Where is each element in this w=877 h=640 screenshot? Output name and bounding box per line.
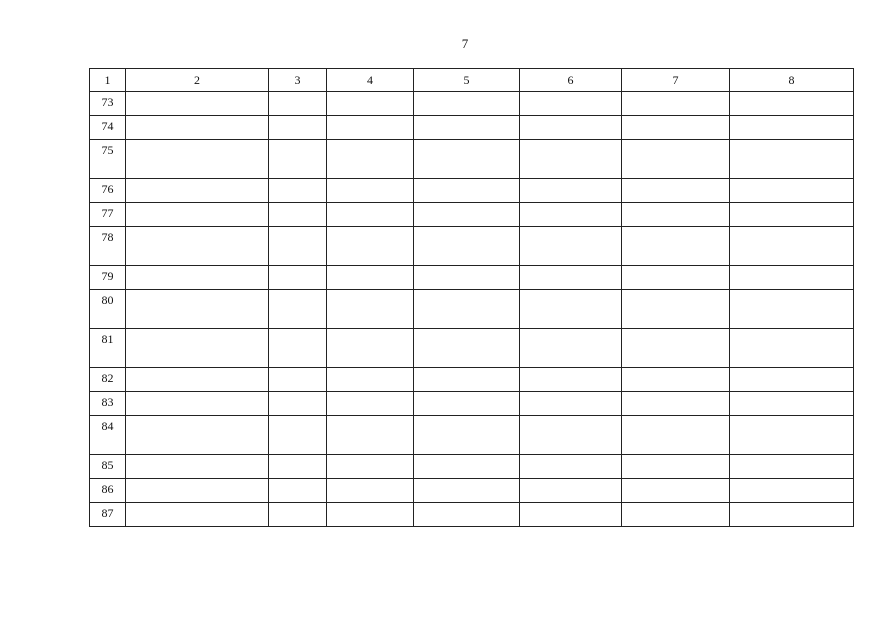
cell-col8 (730, 479, 854, 503)
cell-col4 (327, 203, 414, 227)
row-number: 86 (90, 479, 126, 503)
cell-col8 (730, 116, 854, 140)
table-row (90, 416, 854, 455)
cell-col4 (327, 116, 414, 140)
row-number: 84 (90, 416, 126, 455)
cell-col4 (327, 503, 414, 527)
cell-col4 (327, 266, 414, 290)
row-number: 83 (90, 392, 126, 416)
column-header: 5 (414, 69, 520, 92)
cell-col7 (622, 479, 730, 503)
cell-col8 (730, 290, 854, 329)
cell-col6 (520, 368, 622, 392)
table-row (90, 503, 854, 527)
cell-col4 (327, 140, 414, 179)
table-header-row (90, 69, 854, 92)
row-name (126, 290, 269, 329)
row-number: 75 (90, 140, 126, 179)
cell-col3 (269, 266, 327, 290)
cell-col5 (414, 416, 520, 455)
page-number: 7 (461, 36, 469, 51)
cell-col6 (520, 329, 622, 368)
cell-col3 (269, 368, 327, 392)
cell-col4 (327, 290, 414, 329)
cell-col8 (730, 179, 854, 203)
cell-col4 (327, 392, 414, 416)
column-header: 6 (520, 69, 622, 92)
row-name (126, 416, 269, 455)
cell-col5 (414, 479, 520, 503)
cell-col8 (730, 455, 854, 479)
row-name (126, 203, 269, 227)
cell-col6 (520, 392, 622, 416)
cell-col7 (622, 290, 730, 329)
cell-col5 (414, 266, 520, 290)
cell-col8 (730, 266, 854, 290)
column-header: 1 (90, 69, 126, 92)
cell-col6 (520, 203, 622, 227)
row-number: 87 (90, 503, 126, 527)
row-name (126, 116, 269, 140)
table-row (90, 203, 854, 227)
row-name (126, 455, 269, 479)
cell-col8 (730, 227, 854, 266)
row-name (126, 479, 269, 503)
cell-col6 (520, 92, 622, 116)
cell-col6 (520, 266, 622, 290)
table-row (90, 392, 854, 416)
cell-col3 (269, 116, 327, 140)
table-row (90, 368, 854, 392)
row-name (126, 227, 269, 266)
row-number: 81 (90, 329, 126, 368)
cell-col3 (269, 392, 327, 416)
cell-col3 (269, 416, 327, 455)
cell-col8 (730, 392, 854, 416)
table-row (90, 479, 854, 503)
row-name (126, 392, 269, 416)
data-table (89, 68, 854, 527)
row-number: 80 (90, 290, 126, 329)
row-number: 78 (90, 227, 126, 266)
table-row (90, 116, 854, 140)
cell-col6 (520, 290, 622, 329)
cell-col8 (730, 368, 854, 392)
cell-col3 (269, 227, 327, 266)
cell-col6 (520, 416, 622, 455)
table-row (90, 290, 854, 329)
table-row (90, 179, 854, 203)
cell-col7 (622, 329, 730, 368)
cell-col8 (730, 329, 854, 368)
row-number: 82 (90, 368, 126, 392)
cell-col3 (269, 503, 327, 527)
table-row (90, 455, 854, 479)
cell-col3 (269, 329, 327, 368)
cell-col8 (730, 140, 854, 179)
cell-col5 (414, 92, 520, 116)
cell-col5 (414, 290, 520, 329)
cell-col7 (622, 116, 730, 140)
cell-col4 (327, 479, 414, 503)
cell-col6 (520, 227, 622, 266)
cell-col4 (327, 416, 414, 455)
column-header: 2 (126, 69, 269, 92)
table-row (90, 329, 854, 368)
cell-col5 (414, 116, 520, 140)
column-header: 3 (269, 69, 327, 92)
row-number: 77 (90, 203, 126, 227)
row-name (126, 368, 269, 392)
cell-col3 (269, 92, 327, 116)
column-header: 8 (730, 69, 854, 92)
row-name (126, 266, 269, 290)
cell-col7 (622, 227, 730, 266)
cell-col5 (414, 503, 520, 527)
cell-col4 (327, 92, 414, 116)
cell-col3 (269, 179, 327, 203)
cell-col6 (520, 140, 622, 179)
cell-col4 (327, 179, 414, 203)
row-number: 85 (90, 455, 126, 479)
cell-col5 (414, 455, 520, 479)
column-header: 7 (622, 69, 730, 92)
cell-col6 (520, 455, 622, 479)
cell-col6 (520, 503, 622, 527)
row-name (126, 503, 269, 527)
cell-col3 (269, 455, 327, 479)
cell-col7 (622, 416, 730, 455)
cell-col7 (622, 368, 730, 392)
cell-col7 (622, 92, 730, 116)
cell-col5 (414, 140, 520, 179)
cell-col5 (414, 368, 520, 392)
row-number: 79 (90, 266, 126, 290)
cell-col6 (520, 479, 622, 503)
cell-col3 (269, 479, 327, 503)
cell-col3 (269, 203, 327, 227)
table-row (90, 227, 854, 266)
cell-col4 (327, 329, 414, 368)
cell-col8 (730, 416, 854, 455)
cell-col3 (269, 140, 327, 179)
cell-col6 (520, 116, 622, 140)
row-name (126, 329, 269, 368)
cell-col7 (622, 266, 730, 290)
table-row (90, 92, 854, 116)
cell-col7 (622, 392, 730, 416)
table-row (90, 140, 854, 179)
row-number: 73 (90, 92, 126, 116)
cell-col4 (327, 455, 414, 479)
cell-col5 (414, 203, 520, 227)
row-name (126, 140, 269, 179)
row-number: 74 (90, 116, 126, 140)
cell-col8 (730, 92, 854, 116)
cell-col8 (730, 203, 854, 227)
row-number: 76 (90, 179, 126, 203)
cell-col5 (414, 179, 520, 203)
cell-col4 (327, 227, 414, 266)
cell-col4 (327, 368, 414, 392)
row-name (126, 92, 269, 116)
column-header: 4 (327, 69, 414, 92)
row-name (126, 179, 269, 203)
cell-col7 (622, 503, 730, 527)
cell-col7 (622, 203, 730, 227)
cell-col7 (622, 140, 730, 179)
cell-col3 (269, 290, 327, 329)
cell-col7 (622, 179, 730, 203)
cell-col8 (730, 503, 854, 527)
cell-col5 (414, 227, 520, 266)
cell-col5 (414, 392, 520, 416)
table-row (90, 266, 854, 290)
cell-col6 (520, 179, 622, 203)
cell-col5 (414, 329, 520, 368)
cell-col7 (622, 455, 730, 479)
